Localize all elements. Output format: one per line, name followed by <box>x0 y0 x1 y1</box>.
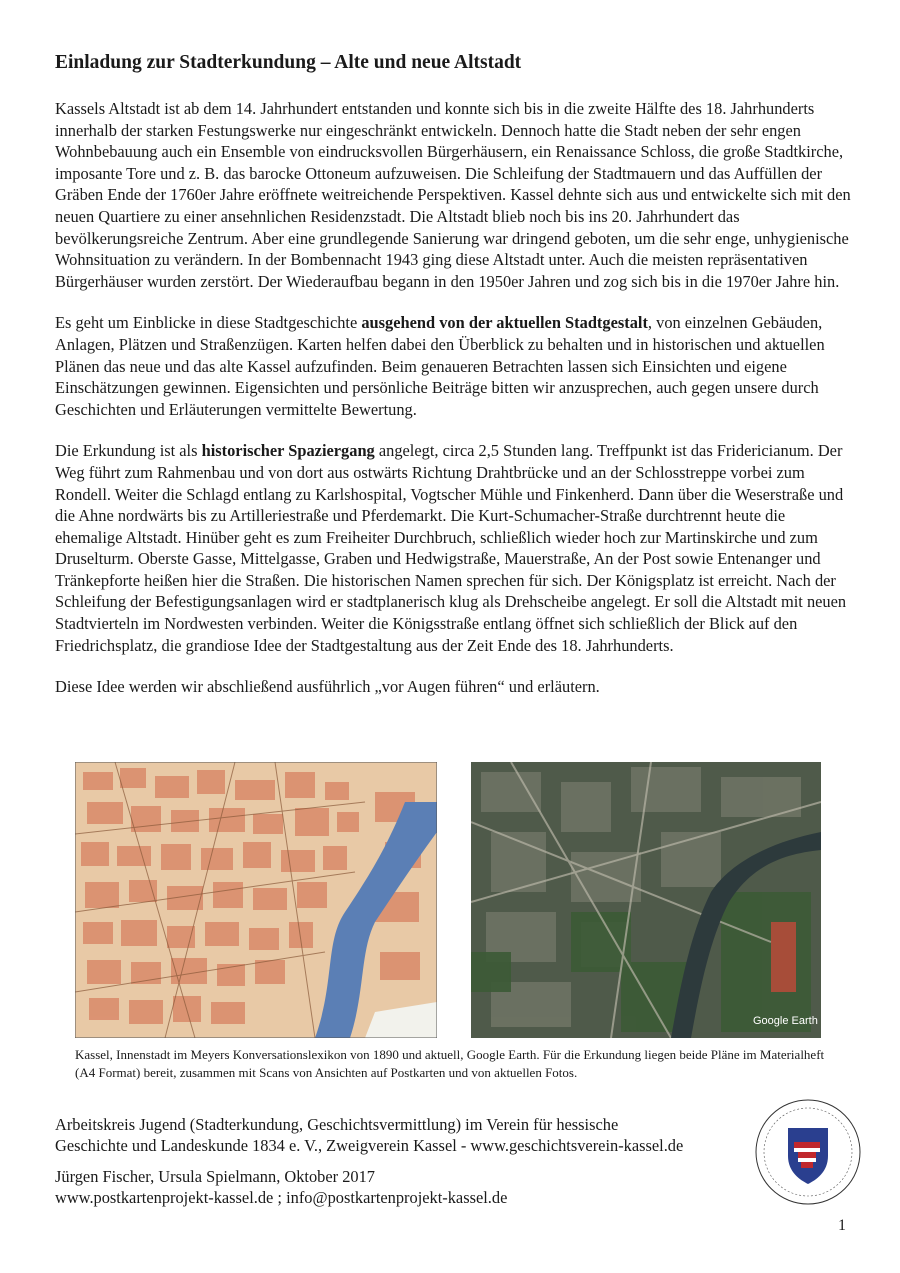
satellite-image-google-earth <box>471 762 821 1038</box>
footer-contact: www.postkartenprojekt-kassel.de ; info@postkartenprojekt-kassel.de <box>55 1188 508 1207</box>
maps-figure <box>75 762 820 1038</box>
paragraph-history: Kassels Altstadt ist ab dem 14. Jahrhundert entstanden und konnte sich bis in die zweite Hälfte des 18. Jahrhunderts innerhalb der starken Festungswerke nur eingeschränkt entwickeln. Dennoch hatte die Stadt neben der sehr engen Wohnbebauung auch ein Ensemble von eindrucksvollen Bürgerhäusern, ein Renaissance Schloss, die große Stadtkirche, imposante Tore und z. B. das barocke Ottoneum aufzuweisen. Die Schleifung der Stadtmauern und das Auffüllen der Gräben Ende der 1760er Jahre eröffnete weitreichende Perspektiven. Kassel dehnte sich aus und entwickelte sich mit den neuen Quartiere zu einer ansehnlichen Residenzstadt. Die Altstadt blieb noch bis ins 20. Jahrhundert das bevölkerungsreiche Zentrum. Aber eine grundlegende Sanierung war dringend geboten, um die sehr enge, unhygienische Wohnsituation zu verändern. In der Bombennacht 1943 ging diese Altstadt unter. Auch die meisten repräsentativen Bürgerhäuser wurden zerstört. Der Wiederaufbau begann in den 1950er Jahren und zog sich bis in die 1970er Jahre hin. <box>55 99 851 291</box>
footer-organization-line1: Arbeitskreis Jugend (Stadterkundung, Geschichtsvermittlung) im Verein für hessische <box>55 1115 619 1134</box>
page-title: Einladung zur Stadterkundung – Alte und neue Altstadt <box>55 52 522 73</box>
page-number: 1 <box>838 1217 846 1234</box>
association-seal-logo <box>754 1098 862 1206</box>
historic-map-1890 <box>75 762 437 1038</box>
document-page <box>55 50 855 698</box>
footer-authors: Jürgen Fischer, Ursula Spielmann, Oktober 2017 <box>55 1167 375 1186</box>
footer-organization-line2: Geschichte und Landeskunde 1834 e. V., Zweigverein Kassel - www.geschichtsverein-kassel.de <box>55 1136 684 1155</box>
paragraph-closing: Diese Idee werden wir abschließend ausführlich „vor Augen führen“ und erläutern. <box>55 677 600 697</box>
paragraph-route: Die Erkundung ist als historischer Spaziergang angelegt, circa 2,5 Stunden lang. Treffpunkt ist das Fridericianum. Der Weg führt zum Rahmenbau und von dort aus ostwärts Richtung Drahtbrücke und an der Schlosstreppe vorbei zum Rondell. Weiter die Schlagd entlang zu Karlshospital, Vogtscher Mühle und Finkenherd. Dann über die Weserstraße und die Ahne nordwärts bis zu Artilleriestraße und Pferdemarkt. Die Kurt-Schumacher-Straße durchtrennt heute die ehemalige Altstadt. Hinüber geht es zum Freiheiter Durchbruch, schließlich wieder hoch zur Martinskirche und zum Druselturm. Oberste Gasse, Mittelgasse, Graben und Hedwigstraße, Mauerstraße, An der Post sowie Entenanger und Tränkepforte heißen hier die Straßen. Die historischen Namen sprechen für sich. Der Königsplatz ist erreicht. Nach der Schleifung der Befestigungsanlagen wird er stadtplanerisch klug als Drehscheibe angelegt. Er soll die Altstadt mit neuen Stadtvierteln im Nordwesten verbinden. Weiter die Königsstraße entlang öffnet sich schließlich der Blick auf den Friedrichsplatz, die grandiose Idee der Stadtgestaltung aus der Zeit Ende des 18. Jahrhunderts. <box>55 441 847 655</box>
figure-caption: Kassel, Innenstadt im Meyers Konversationslexikon von 1890 und aktuell, Google Earth. Für die Erkundung liegen beide Pläne im Materialheft (A4 Format) bereit, zusammen mit Scans von Ansichten auf Postkarten und von aktuellen Fotos. <box>75 1047 825 1080</box>
google-earth-watermark: Google Earth <box>753 1015 818 1027</box>
paragraph-insights: Es geht um Einblicke in diese Stadtgeschichte ausgehend von der aktuellen Stadtgestalt, von einzelnen Gebäuden, Anlagen, Plätzen und Straßenzügen. Karten helfen dabei den Überblick zu behalten und in historischen und aktuellen Plänen das neue und das alte Kassel aufzufinden. Beim genaueren Betrachten lassen sich Einsichten und eigene Einschätzungen gewinnen. Eigensichten und persönliche Beiträge bitten wir anzusprechen, auch gegen unsere durch Geschichten und Erläuterungen vermittelte Bewertung. <box>55 313 825 419</box>
footer-credits <box>55 1114 755 1208</box>
